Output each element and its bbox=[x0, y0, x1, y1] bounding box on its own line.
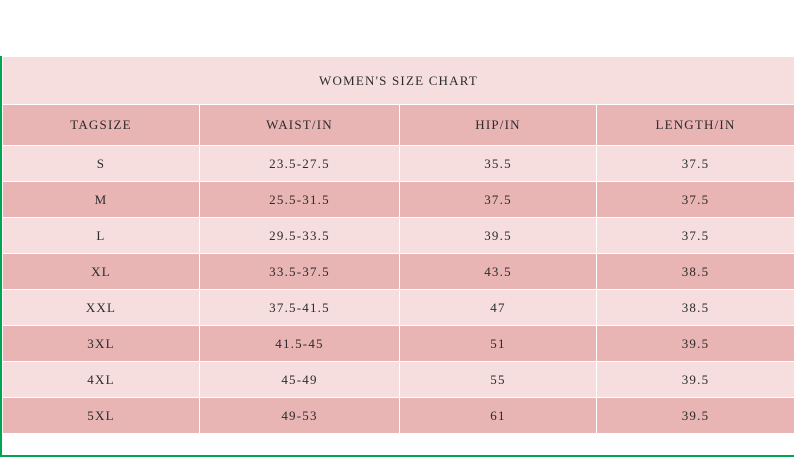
cell-length: 39.5 bbox=[597, 362, 794, 398]
cell-tagsize: 5XL bbox=[3, 398, 200, 434]
size-chart-table bbox=[2, 56, 794, 434]
size-chart-container bbox=[2, 56, 794, 423]
table-row bbox=[3, 146, 794, 182]
cell-hip: 55 bbox=[400, 362, 597, 398]
page-title: WOMEN'S SIZE CHART bbox=[3, 57, 794, 105]
column-header-length: LENGTH/IN bbox=[597, 105, 794, 146]
table-row bbox=[3, 182, 794, 218]
cell-waist: 45-49 bbox=[200, 362, 400, 398]
table-row bbox=[3, 362, 794, 398]
cell-waist: 29.5-33.5 bbox=[200, 218, 400, 254]
cell-hip: 51 bbox=[400, 326, 597, 362]
cell-waist: 25.5-31.5 bbox=[200, 182, 400, 218]
column-header-waist: WAIST/IN bbox=[200, 105, 400, 146]
cell-tagsize: XXL bbox=[3, 290, 200, 326]
cell-waist: 37.5-41.5 bbox=[200, 290, 400, 326]
cell-tagsize: L bbox=[3, 218, 200, 254]
cell-hip: 47 bbox=[400, 290, 597, 326]
cell-length: 37.5 bbox=[597, 218, 794, 254]
cell-length: 39.5 bbox=[597, 326, 794, 362]
cell-waist: 49-53 bbox=[200, 398, 400, 434]
table-row bbox=[3, 290, 794, 326]
cell-length: 38.5 bbox=[597, 254, 794, 290]
cell-tagsize: 4XL bbox=[3, 362, 200, 398]
cell-waist: 33.5-37.5 bbox=[200, 254, 400, 290]
cell-tagsize: M bbox=[3, 182, 200, 218]
cell-length: 39.5 bbox=[597, 398, 794, 434]
cell-waist: 23.5-27.5 bbox=[200, 146, 400, 182]
cell-length: 38.5 bbox=[597, 290, 794, 326]
cell-tagsize: S bbox=[3, 146, 200, 182]
cell-hip: 61 bbox=[400, 398, 597, 434]
cell-tagsize: 3XL bbox=[3, 326, 200, 362]
chart-title-row bbox=[3, 57, 794, 105]
table-row bbox=[3, 218, 794, 254]
cell-tagsize: XL bbox=[3, 254, 200, 290]
table-row bbox=[3, 254, 794, 290]
table-header-row bbox=[3, 105, 794, 146]
cell-hip: 43.5 bbox=[400, 254, 597, 290]
column-header-hip: HIP/IN bbox=[400, 105, 597, 146]
cell-length: 37.5 bbox=[597, 182, 794, 218]
cell-waist: 41.5-45 bbox=[200, 326, 400, 362]
cell-hip: 35.5 bbox=[400, 146, 597, 182]
column-header-tagsize: TAGSIZE bbox=[3, 105, 200, 146]
table-row bbox=[3, 326, 794, 362]
table-row bbox=[3, 398, 794, 434]
cell-hip: 37.5 bbox=[400, 182, 597, 218]
cell-hip: 39.5 bbox=[400, 218, 597, 254]
cell-length: 37.5 bbox=[597, 146, 794, 182]
